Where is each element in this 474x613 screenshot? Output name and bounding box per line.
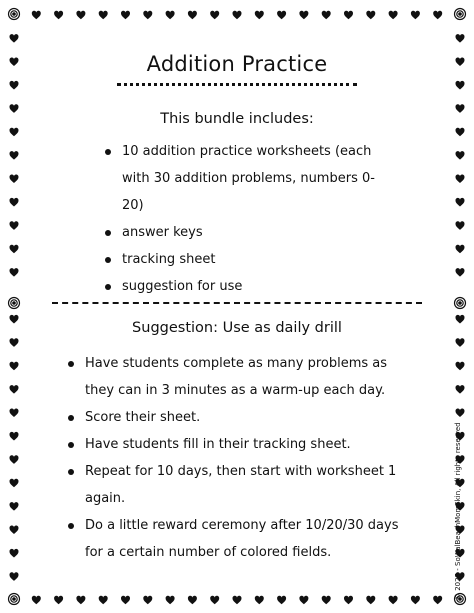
heart-icon (10, 338, 19, 347)
heart-icon (456, 409, 465, 418)
list-item: Score their sheet. (68, 404, 408, 431)
bullet-icon (68, 469, 74, 475)
heart-icon (166, 11, 175, 20)
heart-icon (411, 11, 420, 20)
heart-icon (456, 81, 465, 90)
heart-icon (366, 11, 375, 20)
heart-icon (255, 11, 264, 20)
heart-icon (188, 11, 197, 20)
list-item: Do a little reward ceremony after 10/20/30 days for a certain number of colored fields. (68, 512, 408, 566)
bullet-icon (105, 149, 111, 155)
concentric-circle-icon (9, 298, 20, 309)
list-item: Have students complete as many problems as they can in 3 minutes as a warm-up each day. (68, 350, 408, 404)
heart-icon (143, 596, 152, 605)
heart-icon (76, 596, 85, 605)
heart-icon (166, 596, 175, 605)
heart-icon (344, 596, 353, 605)
bullet-icon (68, 415, 74, 421)
heart-icon (10, 34, 19, 43)
bullet-icon (68, 361, 74, 367)
heart-icon (210, 11, 219, 20)
heart-icon (277, 596, 286, 605)
heart-icon (322, 596, 331, 605)
heart-icon (10, 385, 19, 394)
heart-icon (255, 596, 264, 605)
heart-icon (99, 596, 108, 605)
heart-icon (299, 596, 308, 605)
heart-icon (10, 455, 19, 464)
list-item: 10 addition practice worksheets (each with 30 addition problems, numbers 0-20) (105, 138, 395, 219)
concentric-circle-icon (455, 9, 466, 20)
list-item: suggestion for use (105, 273, 395, 300)
heart-icon (10, 245, 19, 254)
heart-icon (10, 268, 19, 277)
heart-icon (456, 128, 465, 137)
heart-icon (121, 596, 130, 605)
heart-icon (32, 596, 41, 605)
bundle-list (105, 138, 395, 300)
heart-icon (277, 11, 286, 20)
bullet-icon (68, 442, 74, 448)
heart-icon (322, 11, 331, 20)
heart-icon (456, 338, 465, 347)
heart-icon (433, 11, 442, 20)
heart-icon (10, 175, 19, 184)
heart-icon (299, 11, 308, 20)
heart-icon (10, 526, 19, 535)
title-underline (117, 83, 357, 86)
heart-icon (10, 572, 19, 581)
heart-icon (456, 151, 465, 160)
bundle-heading: This bundle includes: (160, 111, 314, 127)
heart-icon (10, 198, 19, 207)
heart-icon (10, 409, 19, 418)
heart-icon (344, 11, 353, 20)
heart-icon (10, 81, 19, 90)
heart-icon (389, 11, 398, 20)
heart-icon (233, 596, 242, 605)
heart-icon (10, 221, 19, 230)
heart-icon (54, 11, 63, 20)
heart-icon (233, 11, 242, 20)
heart-icon (456, 385, 465, 394)
section-divider (52, 302, 422, 304)
heart-icon (456, 268, 465, 277)
heart-icon (456, 245, 465, 254)
heart-icon (143, 11, 152, 20)
heart-icon (10, 362, 19, 371)
heart-icon (433, 596, 442, 605)
heart-icon (456, 198, 465, 207)
copyright-notice: © 2025 - SoWalBeachMomSkin, All rights reserved (454, 422, 462, 600)
heart-icon (456, 221, 465, 230)
bullet-icon (68, 523, 74, 529)
heart-icon (411, 596, 420, 605)
heart-icon (10, 479, 19, 488)
heart-icon (121, 11, 130, 20)
heart-icon (10, 128, 19, 137)
heart-icon (188, 596, 197, 605)
list-item: Repeat for 10 days, then start with worksheet 1 again. (68, 458, 408, 512)
heart-icon (389, 596, 398, 605)
list-item: Have students fill in their tracking sheet. (68, 431, 408, 458)
suggestion-list (68, 350, 408, 566)
concentric-circle-icon (9, 9, 20, 20)
heart-icon (456, 175, 465, 184)
concentric-circle-icon (455, 298, 466, 309)
heart-icon (10, 549, 19, 558)
list-item: tracking sheet (105, 246, 395, 273)
heart-icon (54, 596, 63, 605)
page-title: Addition Practice (146, 52, 328, 76)
heart-icon (76, 11, 85, 20)
bullet-icon (105, 257, 111, 263)
heart-icon (456, 34, 465, 43)
heart-icon (99, 11, 108, 20)
heart-icon (10, 432, 19, 441)
bullet-icon (105, 230, 111, 236)
heart-icon (210, 596, 219, 605)
heart-icon (366, 596, 375, 605)
heart-icon (456, 362, 465, 371)
bullet-icon (105, 284, 111, 290)
suggestion-heading: Suggestion: Use as daily drill (132, 320, 342, 336)
heart-icon (10, 502, 19, 511)
heart-icon (10, 151, 19, 160)
list-item: answer keys (105, 219, 395, 246)
heart-icon (32, 11, 41, 20)
concentric-circle-icon (9, 594, 20, 605)
